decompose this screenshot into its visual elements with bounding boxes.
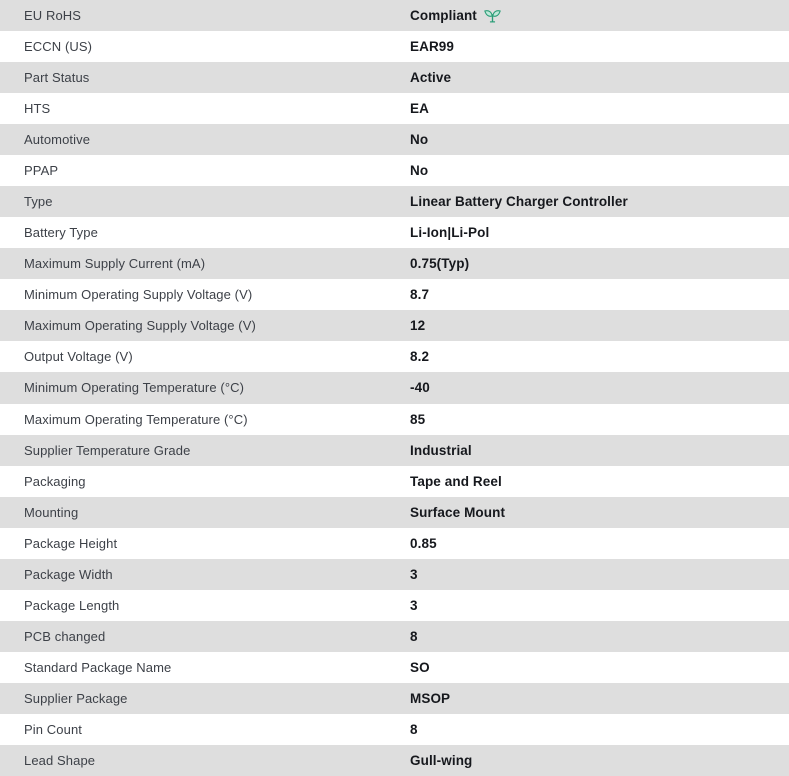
table-row — [0, 621, 789, 652]
attribute-value — [410, 163, 789, 178]
table-row — [0, 652, 789, 683]
attribute-value — [410, 536, 789, 551]
table-row — [0, 341, 789, 372]
attribute-label: EU RoHS — [24, 8, 82, 24]
attribute-value-text: Surface Mount — [410, 504, 506, 520]
attribute-value — [410, 194, 789, 209]
attribute-value-text: Li-Ion|Li-Pol — [410, 225, 490, 241]
attribute-label: Minimum Operating Temperature (°C) — [24, 380, 245, 396]
attribute-label: ECCN (US) — [24, 39, 93, 55]
table-row — [0, 372, 789, 403]
attribute-label: Part Status — [24, 70, 90, 86]
attribute-value — [410, 318, 789, 333]
attribute-value-text: MSOP — [410, 690, 451, 706]
attribute-value-text: EA — [410, 101, 429, 117]
table-row — [0, 497, 789, 528]
table-row — [0, 310, 789, 341]
attribute-value-text: No — [410, 132, 429, 148]
attribute-label: PPAP — [24, 163, 59, 179]
attribute-value-text: Industrial — [410, 442, 472, 458]
attribute-value — [410, 39, 789, 54]
table-row — [0, 124, 789, 155]
table-row — [0, 248, 789, 279]
table-row — [0, 93, 789, 124]
table-row — [0, 217, 789, 248]
attribute-label: Packaging — [24, 473, 86, 489]
attribute-value-text: Compliant — [410, 8, 477, 24]
attribute-value-text: 0.75(Typ) — [410, 256, 470, 272]
table-row — [0, 435, 789, 466]
attribute-value-text: Active — [410, 70, 452, 86]
attribute-label: Maximum Operating Temperature (°C) — [24, 411, 248, 427]
attribute-label: Supplier Package — [24, 690, 128, 706]
attribute-label: Maximum Supply Current (mA) — [24, 256, 206, 272]
attribute-value-text: 8.2 — [410, 349, 430, 365]
table-row — [0, 466, 789, 497]
attribute-label: HTS — [24, 101, 51, 117]
attribute-value — [410, 412, 789, 427]
attribute-label: Maximum Operating Supply Voltage (V) — [24, 318, 256, 334]
attribute-label: Lead Shape — [24, 752, 96, 768]
attribute-label: PCB changed — [24, 628, 106, 644]
table-row — [0, 404, 789, 435]
table-row — [0, 0, 789, 31]
attribute-value — [410, 349, 789, 364]
attribute-value — [410, 443, 789, 458]
attribute-value-text: 8 — [410, 628, 418, 644]
attribute-label: Standard Package Name — [24, 659, 172, 675]
attribute-label: Automotive — [24, 132, 91, 148]
attribute-label: Supplier Temperature Grade — [24, 442, 191, 458]
attribute-value — [410, 505, 789, 520]
table-row — [0, 590, 789, 621]
attribute-value — [410, 380, 789, 395]
table-row — [0, 683, 789, 714]
attribute-value-text: 8 — [410, 721, 418, 737]
attribute-value — [410, 567, 789, 582]
attribute-value-text: 3 — [410, 597, 418, 613]
table-row — [0, 155, 789, 186]
attribute-value — [410, 753, 789, 768]
attribute-value-text: 8.7 — [410, 287, 430, 303]
rohs-leaf-icon — [484, 8, 501, 23]
attribute-label: Minimum Operating Supply Voltage (V) — [24, 287, 253, 303]
attribute-value-text: 85 — [410, 411, 426, 427]
table-row — [0, 279, 789, 310]
attribute-value-text: SO — [410, 659, 430, 675]
attribute-value-text: No — [410, 163, 429, 179]
table-row — [0, 31, 789, 62]
table-row — [0, 745, 789, 776]
attribute-label: Package Width — [24, 566, 113, 582]
attribute-label: Package Height — [24, 535, 118, 551]
table-row — [0, 62, 789, 93]
attribute-value — [410, 256, 789, 271]
table-row — [0, 186, 789, 217]
attribute-value — [410, 8, 789, 23]
table-row — [0, 559, 789, 590]
attribute-value-text: 12 — [410, 318, 426, 334]
attribute-value — [410, 132, 789, 147]
attribute-value-text: 3 — [410, 566, 418, 582]
attribute-value — [410, 225, 789, 240]
attribute-value — [410, 101, 789, 116]
attribute-value-text: 0.85 — [410, 535, 437, 551]
table-row — [0, 714, 789, 745]
attribute-value — [410, 474, 789, 489]
attribute-value — [410, 70, 789, 85]
attribute-label: Type — [24, 194, 53, 210]
table-row — [0, 528, 789, 559]
attribute-value — [410, 660, 789, 675]
attribute-value-text: -40 — [410, 380, 430, 396]
attribute-label: Mounting — [24, 504, 79, 520]
attribute-value-text: Linear Battery Charger Controller — [410, 194, 628, 210]
attribute-label: Pin Count — [24, 721, 82, 737]
attribute-value — [410, 287, 789, 302]
attribute-value — [410, 629, 789, 644]
attribute-value — [410, 598, 789, 613]
attribute-value-text: Gull-wing — [410, 752, 473, 768]
attribute-label: Package Length — [24, 597, 120, 613]
attribute-value-text: Tape and Reel — [410, 473, 502, 489]
attribute-label: Output Voltage (V) — [24, 349, 133, 365]
attribute-label: Battery Type — [24, 225, 98, 241]
attribute-value — [410, 691, 789, 706]
attribute-value-text: EAR99 — [410, 39, 455, 55]
attribute-value — [410, 722, 789, 737]
